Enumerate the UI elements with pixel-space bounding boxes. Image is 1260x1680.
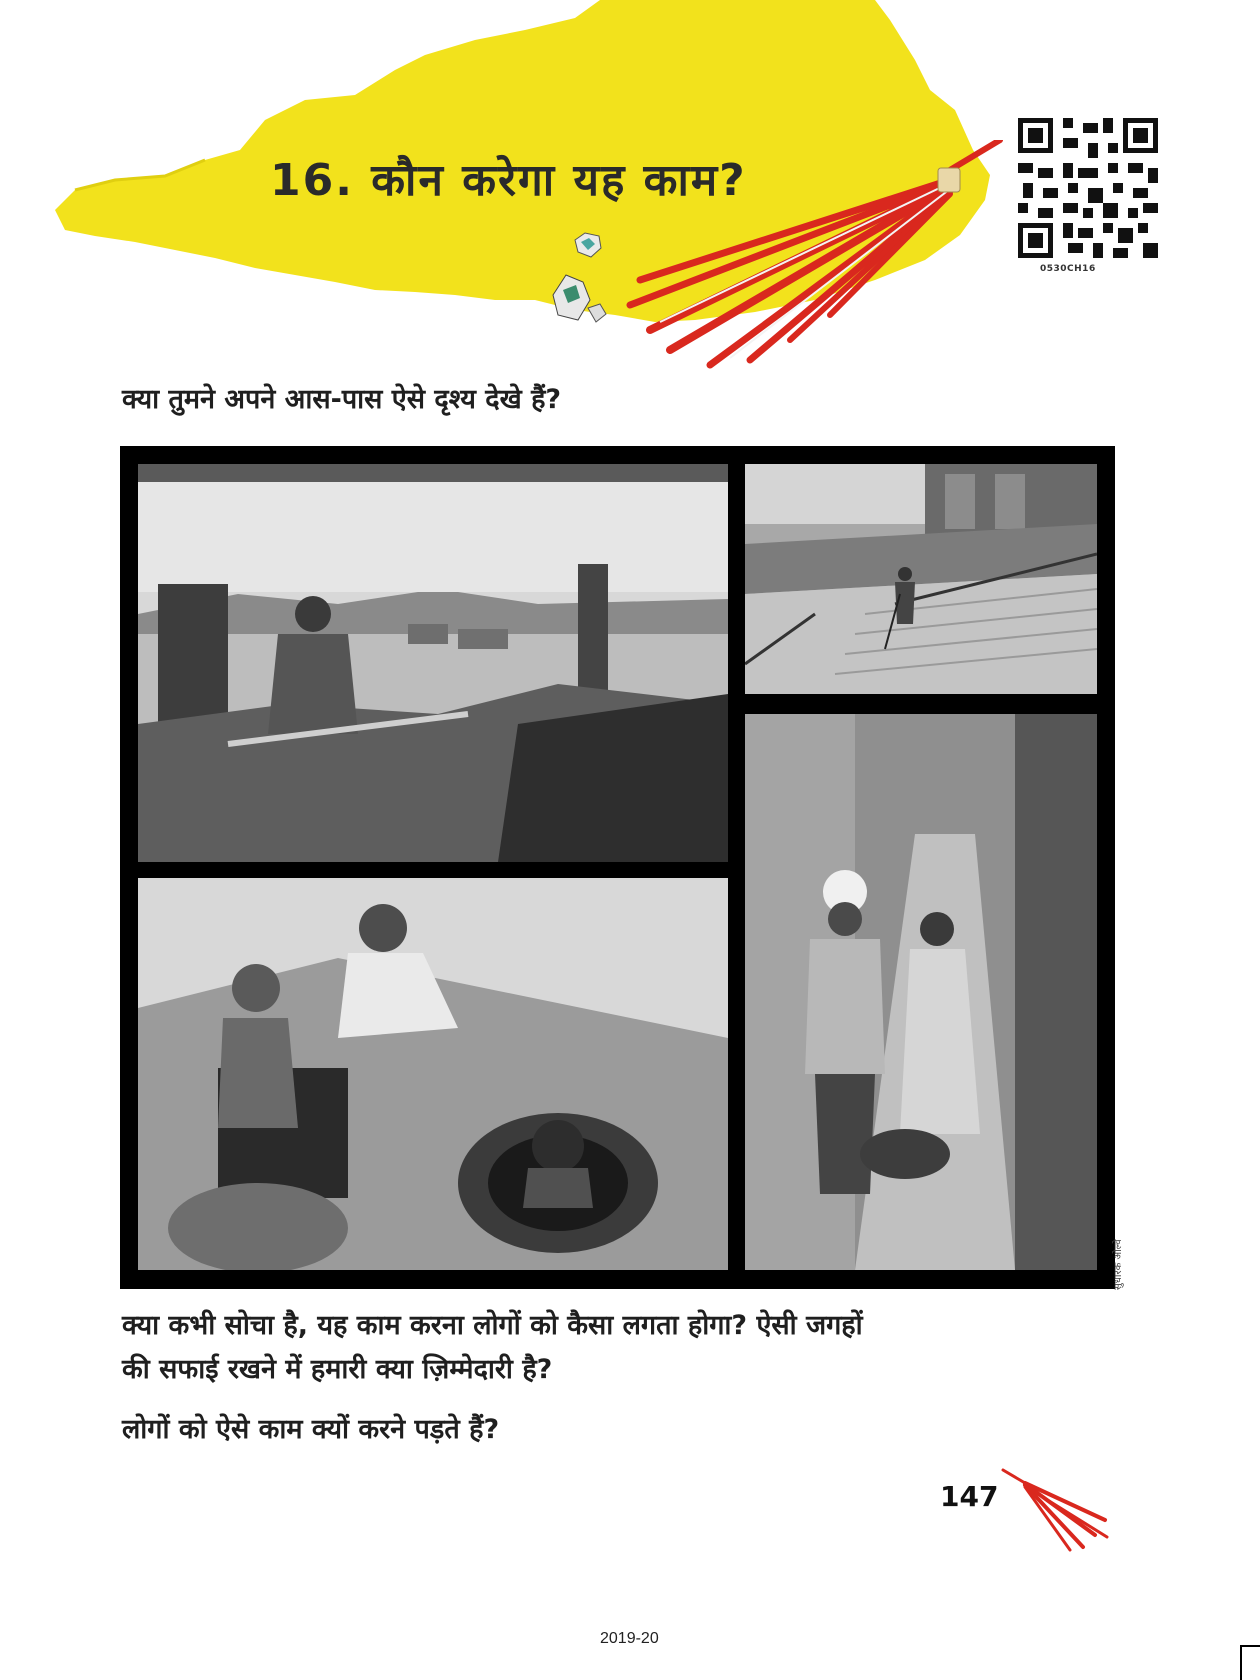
crumpled-paper-icon [573, 232, 603, 258]
red-broom-icon [620, 140, 1020, 380]
photo-collage [120, 446, 1115, 1289]
crop-mark [1240, 1645, 1260, 1680]
photo-alley-workers [745, 714, 1097, 1270]
page-number: 147 [940, 1480, 999, 1513]
reflection-question-3: लोगों को ऐसे काम क्यों करने पड़ते हैं? [122, 1414, 500, 1445]
photo-street-sweeper [745, 464, 1097, 694]
crumpled-paper-icon [548, 270, 618, 330]
photo-sewer-cleaners [138, 878, 728, 1270]
footer-year: 2019-20 [600, 1630, 659, 1647]
reflection-question-1: क्या कभी सोचा है, यह काम करना लोगों को कैसा लगता होगा? ऐसी जगहों [122, 1310, 863, 1341]
photo-credit: सुधारक ओल्वे [1113, 1239, 1124, 1290]
red-broom-icon [995, 1465, 1115, 1555]
chapter-title: 16. कौन करेगा यह काम? [270, 155, 747, 206]
photo-garbage-dump [138, 464, 728, 862]
intro-question: क्या तुमने अपने आस-पास ऐसे दृश्य देखे हैं? [122, 384, 562, 415]
qr-code-icon[interactable] [1018, 118, 1158, 258]
qr-code-label: 0530CH16 [1040, 264, 1096, 274]
reflection-question-2: की सफाई रखने में हमारी क्या ज़िम्मेदारी है? [122, 1354, 553, 1385]
